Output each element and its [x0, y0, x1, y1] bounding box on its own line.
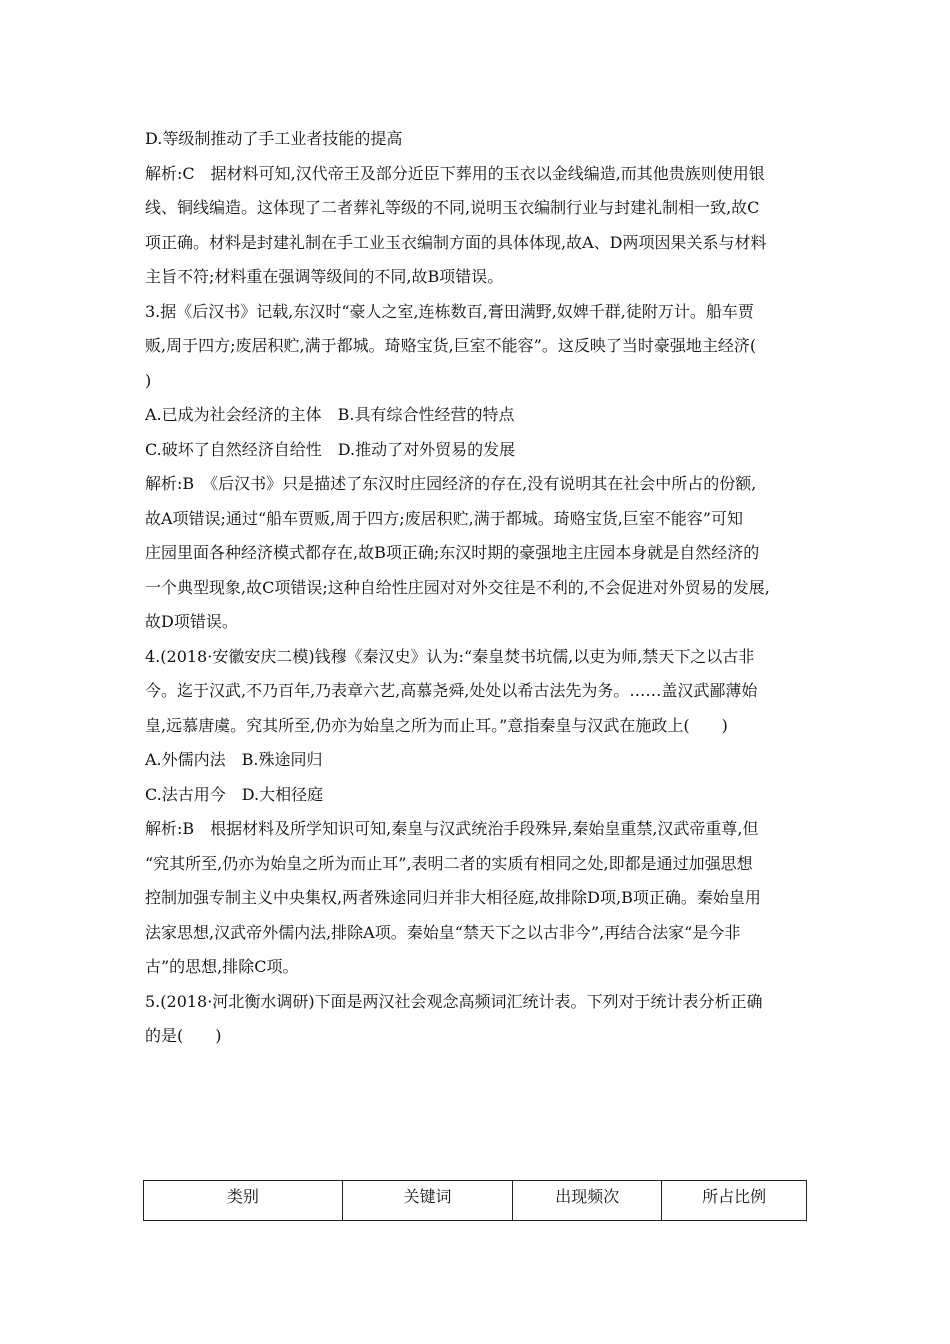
option-line: C.法古用今 D.大相径庭 [145, 784, 324, 804]
text-line: 今。迄于汉武,不乃百年,乃表章六艺,高慕尧舜,处处以希古法先为务。……盖汉武鄙薄始 [145, 681, 758, 700]
text-line: 法家思想,汉武帝外儒内法,排除A项。秦始皇“禁天下之以古非今”,再结合法家“是今非 [145, 922, 741, 942]
option-line: A.已成为社会经济的主体 B.具有综合性经营的特点 [145, 405, 515, 424]
table-header-cell: 关键词 [342, 1181, 513, 1221]
document-body [145, 122, 810, 1054]
text-line: 故A项错误;通过“船车贾贩,周于四方;废居积贮,满于都城。琦赂宝货,巨室不能容”可知 [145, 508, 743, 528]
text-line: 解析:B 根据材料及所学知识可知,秦皇与汉武统治手段殊异,秦始皇重禁,汉武帝重尊,但 [145, 819, 759, 838]
option-line: A.外儒内法 B.殊途同归 [145, 750, 323, 769]
question-5-stem: 5.(2018·河北衡水调研)下面是两汉社会观念高频词汇统计表。下列对于统计表分析正确 [145, 991, 763, 1011]
text-line: 皇,远慕唐虞。究其所至,仍亦为始皇之所为而止耳。”意指秦皇与汉武在施政上( ) [145, 715, 728, 735]
text-line: 控制加强专制主义中央集权,两者殊途同归并非大相径庭,故排除D项,B项正确。秦始皇用 [145, 888, 761, 907]
table-header-cell: 所占比例 [662, 1181, 807, 1221]
table-header-cell: 类别 [144, 1181, 343, 1221]
question-3-stem: 3.据《后汉书》记载,东汉时“豪人之室,连栋数百,膏田满野,奴婢千群,徒附万计。船车贾 [145, 301, 754, 321]
text-line: 一个典型现象,故C项错误;这种自给性庄园对对外交往是不利的,不会促进对外贸易的发展, [145, 577, 770, 597]
text-line: 解析:B 《后汉书》只是描述了东汉时庄园经济的存在,没有说明其在社会中所占的份额, [145, 474, 757, 493]
text-line: 故D项错误。 [145, 612, 238, 631]
text-line: 贩,周于四方;废居积贮,满于都城。琦赂宝货,巨室不能容”。这反映了当时豪强地主经济( [145, 336, 757, 355]
text-line: “究其所至,仍亦为始皇之所为而止耳”,表明二者的实质有相同之处,即都是通过加强思想 [145, 853, 753, 873]
table-header-cell: 出现频次 [513, 1181, 662, 1221]
text-line: 解析:C 据材料可知,汉代帝王及部分近臣下葬用的玉衣以金线编造,而其他贵族则使用银 [145, 163, 765, 183]
text-line: ) [145, 370, 152, 390]
text-line: 的是( ) [145, 1026, 222, 1045]
table-header-row [144, 1181, 807, 1221]
statistics-table [143, 1180, 807, 1221]
text-line: 项正确。材料是封建礼制在手工业玉衣编制方面的具体体现,故A、D两项因果关系与材料 [145, 232, 767, 252]
text-line: 古”的思想,排除C项。 [145, 957, 299, 976]
option-line: C.破坏了自然经济自给性 D.推动了对外贸易的发展 [145, 439, 516, 459]
text-line: 庄园里面各种经济模式都存在,故B项正确;东汉时期的豪强地主庄园本身就是自然经济的 [145, 543, 760, 562]
text-line: D.等级制推动了手工业者技能的提高 [145, 129, 403, 148]
text-line: 主旨不符;材料重在强调等级间的不同,故B项错误。 [145, 267, 504, 286]
question-4-stem: 4.(2018·安徽安庆二模)钱穆《秦汉史》认为:“秦皇焚书坑儒,以吏为师,禁天下之以古非 [145, 646, 755, 666]
text-line: 线、铜线编造。这体现了二者葬礼等级的不同,说明玉衣编制行业与封建礼制相一致,故C [145, 198, 760, 217]
